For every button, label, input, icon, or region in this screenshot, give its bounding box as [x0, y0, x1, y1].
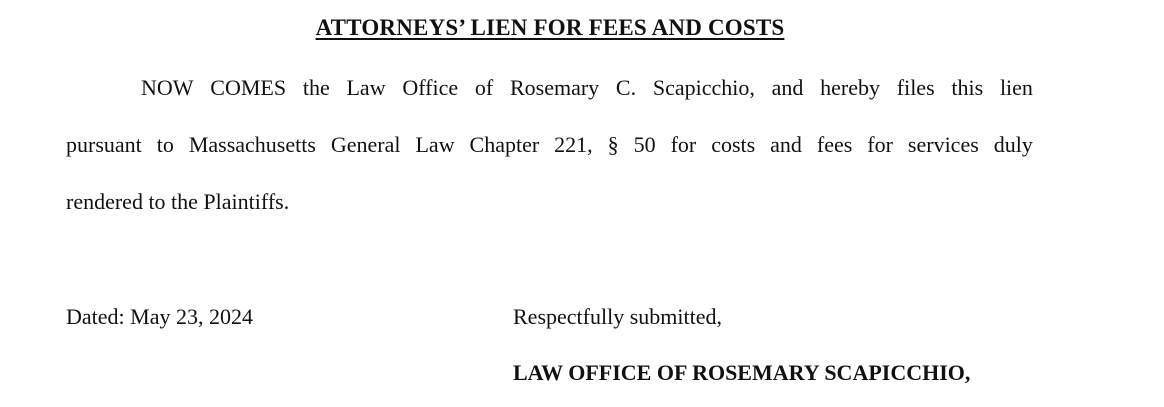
body-word: COMES: [210, 75, 287, 100]
body-word: this: [951, 75, 984, 100]
document-title: ATTORNEYS’ LIEN FOR FEES AND COSTS: [315, 15, 785, 40]
body-word: General: [330, 132, 401, 157]
body-word: 50: [633, 132, 656, 157]
body-word: services: [907, 132, 979, 157]
body-word: hereby: [820, 75, 880, 100]
body-line-1: [141, 75, 1033, 101]
body-word: to: [156, 132, 174, 157]
body-word: files: [896, 75, 935, 100]
body-word: Scapicchio,: [652, 75, 755, 100]
body-word: and: [771, 75, 804, 100]
body-word: 221,: [554, 132, 593, 157]
body-word: costs: [711, 132, 756, 157]
body-word: C.: [615, 75, 637, 100]
body-word: §: [607, 132, 619, 157]
body-word: Law: [415, 132, 455, 157]
body-word: for: [867, 132, 893, 157]
body-line-3: rendered to the Plaintiffs.: [66, 189, 290, 214]
body-word: for: [670, 132, 697, 157]
body-word: and: [770, 132, 802, 157]
body-word: pursuant: [66, 132, 142, 157]
dated-line: Dated: May 23, 2024: [66, 304, 253, 329]
body-word: of: [474, 75, 494, 100]
body-word: Office: [402, 75, 459, 100]
closing-text: Respectfully submitted,: [513, 304, 722, 329]
body-word: Massachusetts: [188, 132, 316, 157]
body-word: duly: [993, 132, 1033, 157]
body-word: Chapter: [469, 132, 540, 157]
body-word: fees: [816, 132, 853, 157]
body-word: NOW: [141, 75, 194, 100]
body-word: lien: [999, 75, 1033, 100]
body-word: the: [302, 75, 330, 100]
body-line-2: [66, 132, 1033, 158]
body-word: Law: [346, 75, 386, 100]
body-word: Rosemary: [509, 75, 600, 100]
firm-name: LAW OFFICE OF ROSEMARY SCAPICCHIO,: [513, 360, 971, 385]
